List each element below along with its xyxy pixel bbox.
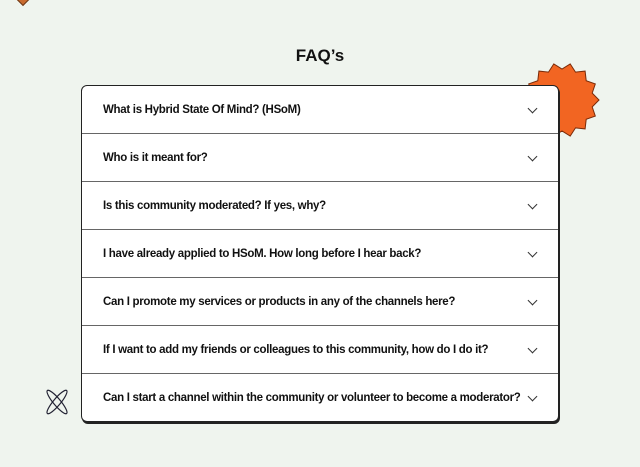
faq-question: Can I start a channel within the community or volunteer to become a moderator?: [103, 391, 521, 404]
flower-doodle-icon: [42, 385, 72, 419]
faq-item[interactable]: [82, 325, 558, 373]
faq-question: I have already applied to HSoM. How long before I hear back?: [103, 247, 422, 260]
faq-question: Can I promote my services or products in any of the channels here?: [103, 295, 456, 308]
page-title: FAQ’s: [295, 46, 345, 65]
faq-item[interactable]: [82, 373, 558, 421]
chevron-down-icon[interactable]: [528, 103, 538, 113]
faq-question: Who is it meant for?: [103, 151, 208, 164]
faq-accordion: [81, 85, 559, 422]
faq-item[interactable]: [82, 133, 558, 181]
chevron-down-icon[interactable]: [528, 199, 538, 209]
chevron-down-icon[interactable]: [528, 151, 538, 161]
faq-question: Is this community moderated? If yes, why?: [103, 199, 326, 212]
faq-item[interactable]: [82, 229, 558, 277]
chevron-down-icon[interactable]: [528, 343, 538, 353]
faq-item[interactable]: [82, 181, 558, 229]
chevron-down-icon[interactable]: [528, 247, 538, 257]
faq-question: What is Hybrid State Of Mind? (HSoM): [103, 103, 301, 116]
faq-question: If I want to add my friends or colleagues to this community, how do I do it?: [103, 343, 489, 356]
faq-item[interactable]: [82, 277, 558, 325]
diamond-decoration-icon: [16, 0, 30, 6]
chevron-down-icon[interactable]: [528, 391, 538, 401]
faq-item[interactable]: [82, 86, 558, 133]
chevron-down-icon[interactable]: [528, 295, 538, 305]
